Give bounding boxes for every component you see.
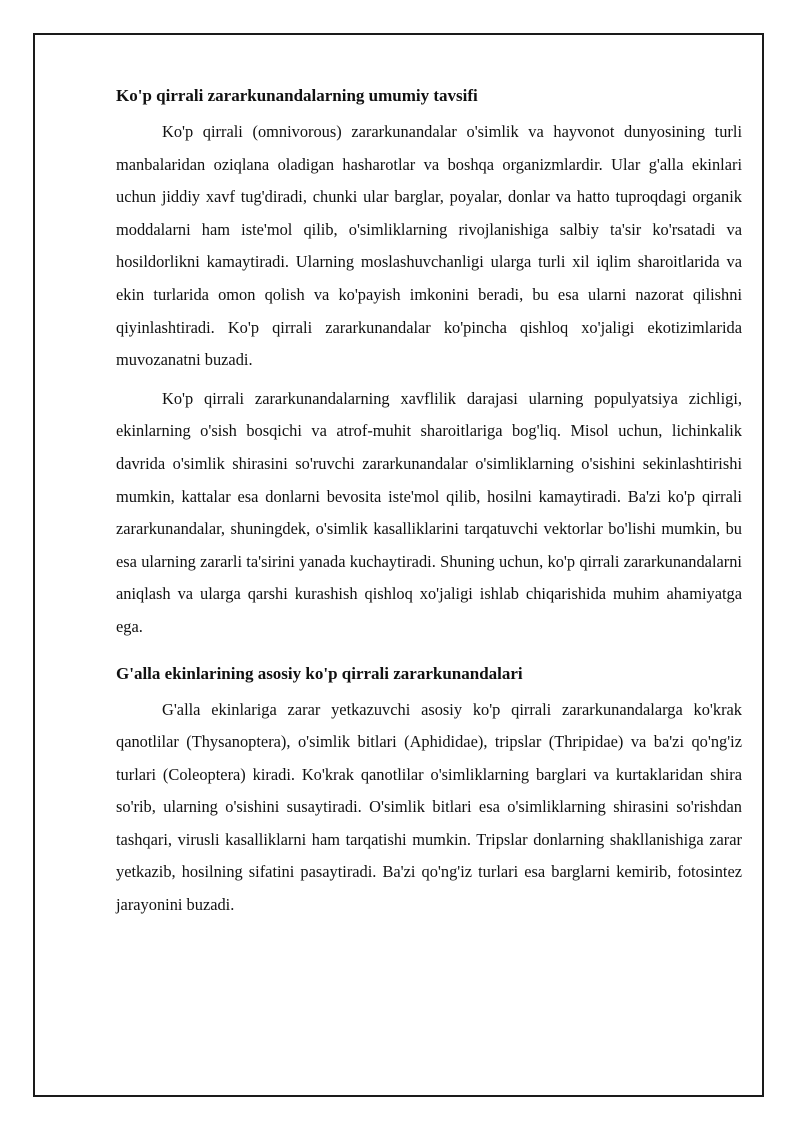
section-heading-general-description: Ko'p qirrali zararkunandalarning umumiy tavsifi <box>116 86 478 105</box>
paragraph-omnivorous-definition: Ko'p qirrali (omnivorous) zararkunandalar o'simlik va hayvonot dunyosining turli manbalaridan oziqlana oladigan hasharotlar va boshqa organizmlardir. Ular g'alla ekinlari uchun jiddiy xavf tug'diradi, chunki ular barglar, poyalar, donlar va hatto tuproqdagi organik moddalarni ham iste'mol qilib, o'simliklarning rivojlanishiga salbiy ta'sir ko'rsatadi va hosildorlikni kamaytiradi. Ularning moslashuvchanligi ularga turli xil iqlim sharoitlarida va ekin turlarida omon qolish va ko'payish imkonini beradi, bu esa ularni nazorat qilishni qiyinlashtiradi. Ko'p qirrali zararkunandalar ko'pincha qishloq xo'jaligi ekotizimlarida muvozanatni buzadi. <box>116 122 742 370</box>
paragraph-danger-level: Ko'p qirrali zararkunandalarning xavflilik darajasi ularning populyatsiya zichligi, ekinlarning o'sish bosqichi va atrof-muhit sharoitlariga bog'liq. Misol uchun, lichinkalik davrida o'simlik shirasini so'ruvchi zararkunandalar o'simliklarning o'sishini sekinlashtirishi mumkin, kattalar esa donlarni bevosita iste'mol qilib, hosilni kamaytiradi. Ba'zi ko'p qirrali zararkunandalar, shuningdek, o'simlik kasalliklarini tarqatuvchi vektorlar bo'lishi mumkin, bu esa ularning zararli ta'sirini yanada kuchaytiradi. Shuning uchun, ko'p qirrali zararkunandalarni aniqlash va ularga qarshi kurashish qishloq xo'jaligi ishlab chiqarishida muhim ahamiyatga ega. <box>116 388 742 636</box>
paragraph-main-pests-list: G'alla ekinlariga zarar yetkazuvchi asosiy ko'p qirrali zararkunandalarga ko'krak qanotlilar (Thysanoptera), o'simlik bitlari (Aphididae), tripslar (Thripidae) va ba'zi qo'ng'iz turlari (Coleoptera) kiradi. Ko'krak qanotlilar o'simliklarning barglari va kurtaklaridan shira so'rib, ularning o'sishini susaytiradi. O'simlik bitlari esa o'simliklarning shirasini so'rishdan tashqari, virusli kasalliklarni ham tarqatishi mumkin. Tripslar donlarning shakllanishiga zarar yetkazib, hosilning sifatini pasaytiradi. Ba'zi qo'ng'iz turlari esa barglarni kemirib, fotosintez jarayonini buzadi. <box>116 699 742 915</box>
section-heading-main-pests: G'alla ekinlarining asosiy ko'p qirrali zararkunandalari <box>116 663 523 683</box>
document-body <box>116 84 742 928</box>
